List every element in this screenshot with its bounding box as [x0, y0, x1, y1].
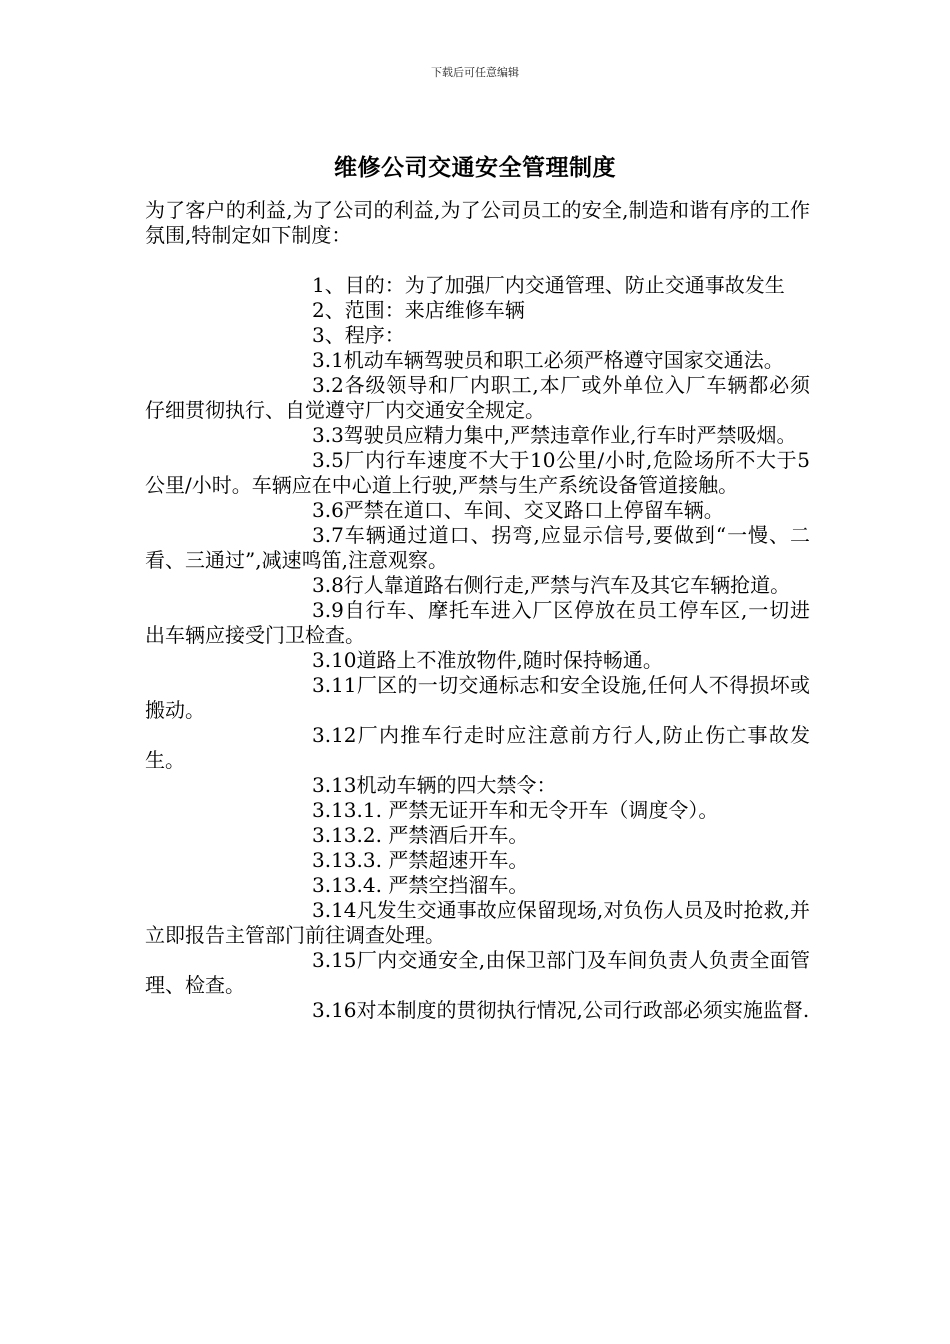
- document-body: [145, 198, 810, 1023]
- header-note: 下载后可任意编辑: [431, 66, 519, 79]
- item-3-8: 3.8行人靠道路右侧行走,严禁与汽车及其它车辆抢道。: [312, 573, 791, 597]
- item-3-12: 3.12厂内推车行走时应注意前方行人,防止伤亡事故发生。: [145, 723, 810, 772]
- item-3-16: 3.16对本制度的贯彻执行情况,公司行政部必须实施监督.: [312, 998, 810, 1022]
- item-3-13-4: 3.13.4. 严禁空挡溜车。: [312, 873, 529, 897]
- item-3-9: 3.9自行车、摩托车进入厂区停放在员工停车区,一切进出车辆应接受门卫检查。: [145, 598, 810, 647]
- item-3-13-3: 3.13.3. 严禁超速开车。: [312, 848, 529, 872]
- item-3-15: 3.15厂内交通安全,由保卫部门及车间负责人负责全面管理、检查。: [145, 948, 810, 997]
- item-2-scope: 2、范围：来店维修车辆: [312, 298, 525, 322]
- item-3-10: 3.10道路上不准放物件,随时保持畅通。: [312, 648, 663, 672]
- item-3-6: 3.6严禁在道口、车间、交叉路口上停留车辆。: [312, 498, 724, 522]
- item-3-procedure: 3、程序：: [312, 323, 405, 347]
- item-3-1: 3.1机动车辆驾驶员和职工必须严格遵守国家交通法。: [312, 348, 784, 372]
- document-title: 维修公司交通安全管理制度: [334, 155, 616, 181]
- item-3-14: 3.14凡发生交通事故应保留现场,对负伤人员及时抢救,并立即报告主管部门前往调查处理。: [145, 898, 810, 947]
- intro-paragraph: 为了客户的利益,为了公司的利益,为了公司员工的安全,制造和谐有序的工作氛围,特制定如下制度：: [145, 198, 810, 247]
- item-3-2: 3.2各级领导和厂内职工,本厂或外单位入厂车辆都必须仔细贯彻执行、自觉遵守厂内交通安全规定。: [145, 373, 810, 422]
- item-3-11: 3.11厂区的一切交通标志和安全设施,任何人不得损坏或搬动。: [145, 673, 810, 722]
- item-3-7: 3.7车辆通过道口、拐弯,应显示信号,要做到“一慢、二看、三通过”,减速鸣笛,注意观察。: [145, 523, 810, 572]
- item-1-purpose: 1、目的：为了加强厂内交通管理、防止交通事故发生: [312, 273, 785, 297]
- item-3-13-2: 3.13.2. 严禁酒后开车。: [312, 823, 529, 847]
- item-3-13-1: 3.13.1. 严禁无证开车和无令开车（调度令）。: [312, 798, 719, 822]
- item-3-3: 3.3驾驶员应精力集中,严禁违章作业,行车时严禁吸烟。: [312, 423, 797, 447]
- item-3-5: 3.5厂内行车速度不大于10公里/小时,危险场所不大于5公里/小时。车辆应在中心道上行驶,严禁与生产系统设备管道接触。: [145, 448, 810, 497]
- item-3-13: 3.13机动车辆的四大禁令：: [312, 773, 557, 797]
